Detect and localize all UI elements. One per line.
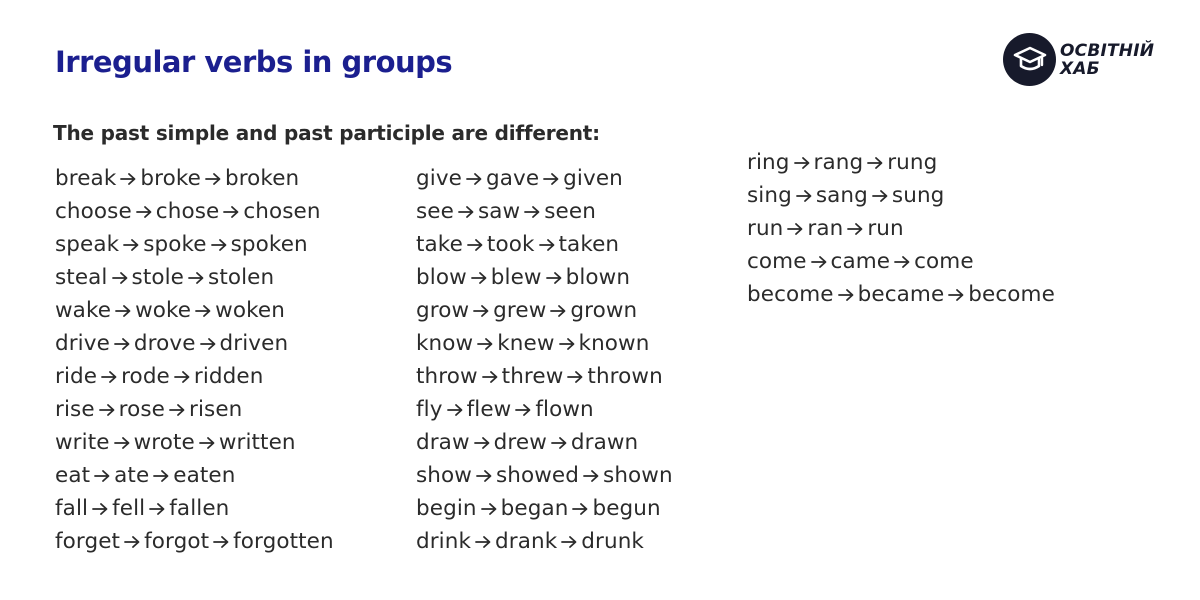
- arrow-right-icon: [465, 163, 483, 177]
- arrow-right-icon: [474, 526, 492, 540]
- base-form: eat: [55, 463, 91, 488]
- past-simple: rode: [121, 364, 170, 389]
- past-simple: showed: [495, 463, 580, 488]
- arrow-right-icon: [473, 427, 491, 441]
- arrow-right-icon: [91, 493, 109, 507]
- verb-row: [55, 360, 334, 393]
- base-form: drive: [55, 331, 110, 356]
- past-simple: sang: [815, 183, 868, 208]
- arrow-right-icon: [114, 295, 132, 309]
- arrow-right-icon: [476, 328, 494, 342]
- verb-row: [747, 212, 1055, 245]
- base-form: drink: [416, 529, 472, 554]
- arrow-right-icon: [866, 147, 884, 161]
- base-form: wake: [55, 298, 112, 323]
- past-participle: thrown: [587, 364, 663, 389]
- base-form: grow: [416, 298, 470, 323]
- base-form: fly: [416, 397, 443, 422]
- past-simple: rang: [813, 150, 864, 175]
- verb-row: [55, 393, 334, 426]
- verb-row: [416, 360, 673, 393]
- past-simple: ran: [807, 216, 844, 241]
- past-participle: flown: [535, 397, 594, 422]
- past-participle: eaten: [173, 463, 236, 488]
- past-participle: seen: [544, 199, 596, 224]
- past-participle: chosen: [243, 199, 321, 224]
- arrow-right-icon: [123, 526, 141, 540]
- arrow-right-icon: [871, 180, 889, 194]
- past-participle: stolen: [208, 265, 275, 290]
- arrow-right-icon: [135, 196, 153, 210]
- arrow-right-icon: [113, 328, 131, 342]
- arrow-right-icon: [204, 163, 222, 177]
- arrow-right-icon: [837, 279, 855, 293]
- verb-row: [747, 245, 1055, 278]
- arrow-right-icon: [893, 246, 911, 260]
- base-form: break: [55, 166, 117, 191]
- past-simple: spoke: [143, 232, 207, 257]
- arrow-right-icon: [947, 279, 965, 293]
- past-simple: began: [500, 496, 569, 521]
- arrow-right-icon: [582, 460, 600, 474]
- past-simple: flew: [466, 397, 512, 422]
- base-form: begin: [416, 496, 477, 521]
- verb-row: [416, 525, 673, 558]
- arrow-right-icon: [194, 295, 212, 309]
- verb-row: [416, 195, 673, 228]
- verb-row: [416, 459, 673, 492]
- arrow-right-icon: [100, 361, 118, 375]
- past-participle: shown: [603, 463, 673, 488]
- past-simple: grew: [493, 298, 547, 323]
- verb-row: [55, 261, 334, 294]
- verb-row: [416, 162, 673, 195]
- arrow-right-icon: [480, 493, 498, 507]
- base-form: choose: [55, 199, 132, 224]
- verb-row: [416, 261, 673, 294]
- past-simple: fell: [112, 496, 146, 521]
- base-form: steal: [55, 265, 108, 290]
- past-participle: known: [578, 331, 650, 356]
- verb-row: [55, 228, 334, 261]
- base-form: sing: [747, 183, 792, 208]
- base-form: know: [416, 331, 474, 356]
- arrow-right-icon: [446, 394, 464, 408]
- verb-column-1: [55, 162, 334, 558]
- logo: [1003, 33, 1154, 86]
- arrow-right-icon: [187, 262, 205, 276]
- arrow-right-icon: [152, 460, 170, 474]
- base-form: throw: [416, 364, 478, 389]
- past-participle: sung: [891, 183, 945, 208]
- arrow-right-icon: [786, 213, 804, 227]
- past-participle: risen: [189, 397, 243, 422]
- past-simple: drove: [133, 331, 196, 356]
- past-simple: took: [486, 232, 535, 257]
- arrow-right-icon: [173, 361, 191, 375]
- base-form: ride: [55, 364, 98, 389]
- past-participle: forgotten: [233, 529, 334, 554]
- arrow-right-icon: [549, 295, 567, 309]
- base-form: forget: [55, 529, 121, 554]
- arrow-right-icon: [168, 394, 186, 408]
- verb-column-3: [747, 146, 1055, 311]
- arrow-right-icon: [212, 526, 230, 540]
- past-participle: written: [218, 430, 296, 455]
- past-participle: drawn: [570, 430, 639, 455]
- past-simple: gave: [485, 166, 540, 191]
- verb-row: [747, 146, 1055, 179]
- base-form: blow: [416, 265, 467, 290]
- arrow-right-icon: [119, 163, 137, 177]
- logo-wordmark: [1060, 42, 1154, 78]
- base-form: run: [747, 216, 784, 241]
- page-title: Irregular verbs in groups: [55, 45, 453, 79]
- arrow-right-icon: [457, 196, 475, 210]
- base-form: become: [747, 282, 834, 307]
- past-participle: grown: [570, 298, 638, 323]
- past-participle: rung: [887, 150, 938, 175]
- arrow-right-icon: [466, 229, 484, 243]
- logo-line-2: ХАБ: [1060, 58, 1100, 79]
- verb-row: [55, 492, 334, 525]
- arrow-right-icon: [481, 361, 499, 375]
- past-participle: ridden: [193, 364, 264, 389]
- arrow-right-icon: [810, 246, 828, 260]
- arrow-right-icon: [98, 394, 116, 408]
- arrow-right-icon: [514, 394, 532, 408]
- verb-row: [55, 426, 334, 459]
- base-form: fall: [55, 496, 89, 521]
- past-simple: saw: [477, 199, 521, 224]
- verb-row: [55, 327, 334, 360]
- past-simple: knew: [497, 331, 555, 356]
- past-participle: begun: [592, 496, 661, 521]
- past-participle: taken: [558, 232, 620, 257]
- verb-row: [747, 179, 1055, 212]
- past-simple: threw: [501, 364, 564, 389]
- base-form: speak: [55, 232, 120, 257]
- past-simple: stole: [131, 265, 185, 290]
- past-participle: come: [914, 249, 974, 274]
- arrow-right-icon: [571, 493, 589, 507]
- graduation-cap-icon: [1003, 33, 1056, 86]
- past-simple: broke: [140, 166, 201, 191]
- past-participle: spoken: [230, 232, 308, 257]
- arrow-right-icon: [111, 262, 129, 276]
- arrow-right-icon: [475, 460, 493, 474]
- arrow-right-icon: [795, 180, 813, 194]
- arrow-right-icon: [210, 229, 228, 243]
- arrow-right-icon: [470, 262, 488, 276]
- past-simple: wrote: [133, 430, 195, 455]
- arrow-right-icon: [122, 229, 140, 243]
- verb-row: [55, 162, 334, 195]
- arrow-right-icon: [560, 526, 578, 540]
- section-subtitle: The past simple and past participle are different:: [53, 121, 600, 145]
- past-participle: broken: [224, 166, 300, 191]
- past-participle: drunk: [581, 529, 644, 554]
- past-participle: run: [867, 216, 904, 241]
- past-simple: drew: [493, 430, 547, 455]
- verb-row: [55, 195, 334, 228]
- past-participle: fallen: [169, 496, 230, 521]
- past-simple: forgot: [144, 529, 210, 554]
- arrow-right-icon: [198, 427, 216, 441]
- arrow-right-icon: [846, 213, 864, 227]
- past-simple: chose: [155, 199, 220, 224]
- arrow-right-icon: [793, 147, 811, 161]
- base-form: see: [416, 199, 454, 224]
- arrow-right-icon: [523, 196, 541, 210]
- verb-row: [416, 327, 673, 360]
- past-participle: given: [563, 166, 623, 191]
- arrow-right-icon: [199, 328, 217, 342]
- arrow-right-icon: [113, 427, 131, 441]
- arrow-right-icon: [545, 262, 563, 276]
- verb-row: [416, 492, 673, 525]
- logo-line-1: ОСВІТНІЙ: [1060, 40, 1155, 61]
- arrow-right-icon: [538, 229, 556, 243]
- base-form: rise: [55, 397, 95, 422]
- arrow-right-icon: [550, 427, 568, 441]
- verb-row: [55, 294, 334, 327]
- arrow-right-icon: [222, 196, 240, 210]
- base-form: take: [416, 232, 463, 257]
- past-simple: rose: [118, 397, 166, 422]
- past-simple: blew: [490, 265, 542, 290]
- past-simple: woke: [135, 298, 192, 323]
- past-simple: drank: [495, 529, 558, 554]
- arrow-right-icon: [558, 328, 576, 342]
- verb-row: [747, 278, 1055, 311]
- arrow-right-icon: [542, 163, 560, 177]
- past-simple: came: [830, 249, 891, 274]
- base-form: come: [747, 249, 807, 274]
- arrow-right-icon: [566, 361, 584, 375]
- base-form: give: [416, 166, 462, 191]
- verb-row: [55, 459, 334, 492]
- past-participle: blown: [565, 265, 631, 290]
- base-form: ring: [747, 150, 790, 175]
- arrow-right-icon: [148, 493, 166, 507]
- verb-row: [55, 525, 334, 558]
- past-participle: become: [968, 282, 1055, 307]
- past-simple: became: [857, 282, 945, 307]
- verb-row: [416, 228, 673, 261]
- base-form: write: [55, 430, 110, 455]
- past-participle: driven: [219, 331, 289, 356]
- base-form: draw: [416, 430, 470, 455]
- arrow-right-icon: [93, 460, 111, 474]
- verb-row: [416, 393, 673, 426]
- verb-row: [416, 426, 673, 459]
- past-simple: ate: [114, 463, 150, 488]
- past-participle: woken: [215, 298, 285, 323]
- arrow-right-icon: [472, 295, 490, 309]
- verb-row: [416, 294, 673, 327]
- verb-column-2: [416, 162, 673, 558]
- base-form: show: [416, 463, 472, 488]
